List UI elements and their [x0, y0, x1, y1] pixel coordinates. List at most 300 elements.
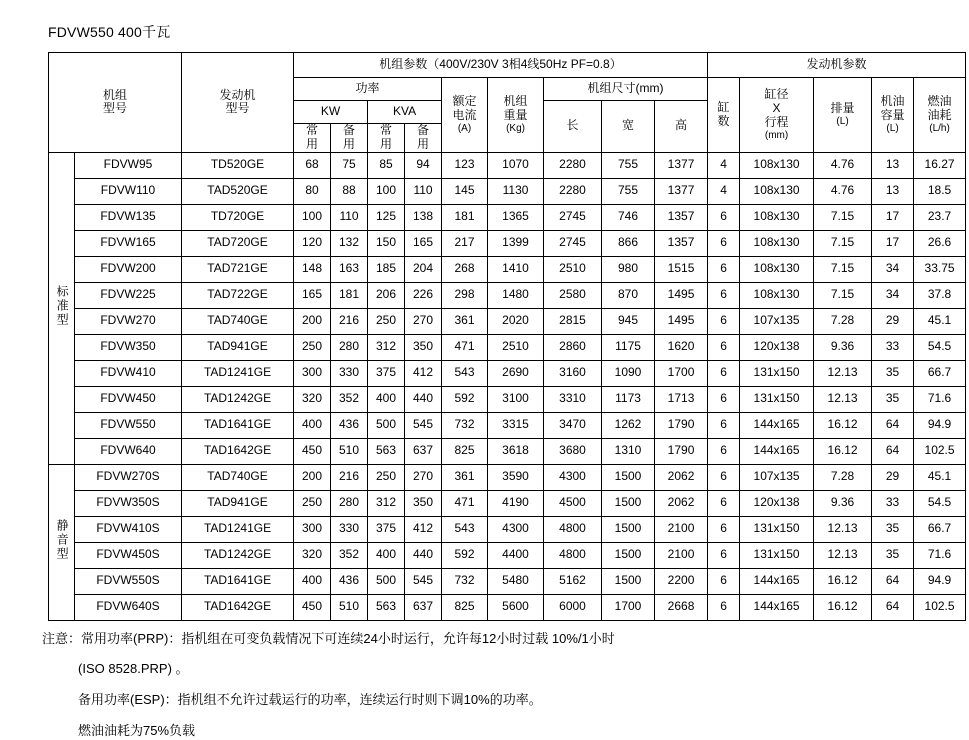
cell-displacement: 12.13 — [814, 516, 872, 542]
cell-kva-prp: 100 — [368, 178, 405, 204]
cell-weight: 5480 — [488, 568, 544, 594]
cell-width: 980 — [602, 256, 655, 282]
header-rated-current — [442, 78, 488, 153]
cell-width: 1500 — [602, 516, 655, 542]
cell-oil-capacity: 17 — [872, 204, 914, 230]
cell-rated-current: 592 — [442, 542, 488, 568]
cell-kw-esp: 280 — [331, 334, 368, 360]
cell-fuel-consumption: 94.9 — [914, 412, 966, 438]
header-cylinders-l1: 缸 — [717, 100, 730, 114]
cell-kw-prp: 320 — [294, 386, 331, 412]
header-weight-l2: 重量 — [503, 108, 528, 123]
cell-kw-prp: 450 — [294, 438, 331, 464]
header-rated-current-unit: (A) — [457, 122, 472, 134]
cell-kva-prp: 312 — [368, 334, 405, 360]
table-row — [49, 542, 966, 568]
cell-kva-esp: 412 — [405, 360, 442, 386]
cell-kva-prp: 400 — [368, 386, 405, 412]
cell-bore-stroke: 107x135 — [740, 464, 814, 490]
cell-genset-model: FDVW165 — [75, 230, 182, 256]
cell-engine-model: TAD1641GE — [182, 568, 294, 594]
cell-kva-esp: 545 — [405, 568, 442, 594]
header-kva-esp — [405, 124, 442, 153]
cell-width: 1500 — [602, 490, 655, 516]
table-row — [49, 516, 966, 542]
cell-kva-esp: 110 — [405, 178, 442, 204]
cell-oil-capacity: 35 — [872, 386, 914, 412]
cell-genset-model: FDVW410 — [75, 360, 182, 386]
cell-engine-model: TAD1242GE — [182, 542, 294, 568]
cell-engine-model: TAD722GE — [182, 282, 294, 308]
cell-displacement: 16.12 — [814, 568, 872, 594]
cell-cylinders: 6 — [708, 308, 740, 334]
cell-rated-current: 268 — [442, 256, 488, 282]
header-kva-esp-l1: 备 — [417, 123, 430, 137]
cell-rated-current: 543 — [442, 360, 488, 386]
cell-cylinders: 6 — [708, 412, 740, 438]
cell-length: 3680 — [544, 438, 602, 464]
cell-bore-stroke: 108x130 — [740, 204, 814, 230]
cell-kw-prp: 300 — [294, 360, 331, 386]
cell-cylinders: 6 — [708, 360, 740, 386]
cell-fuel-consumption: 54.5 — [914, 490, 966, 516]
cell-cylinders: 6 — [708, 542, 740, 568]
cell-height: 2200 — [655, 568, 708, 594]
cell-cylinders: 6 — [708, 464, 740, 490]
cell-bore-stroke: 120x138 — [740, 490, 814, 516]
cell-weight: 1480 — [488, 282, 544, 308]
cell-kw-esp: 110 — [331, 204, 368, 230]
header-bore-l3: 行程 — [764, 114, 789, 129]
cell-kw-esp: 132 — [331, 230, 368, 256]
category-label: 静音型 — [55, 519, 70, 562]
cell-height: 2062 — [655, 490, 708, 516]
cell-cylinders: 6 — [708, 256, 740, 282]
cell-displacement: 16.12 — [814, 438, 872, 464]
header-displacement-label: 排量 — [830, 101, 855, 116]
cell-oil-capacity: 34 — [872, 256, 914, 282]
cell-rated-current: 543 — [442, 516, 488, 542]
cell-genset-model: FDVW640 — [75, 438, 182, 464]
cell-engine-model: TAD1641GE — [182, 412, 294, 438]
cell-rated-current: 825 — [442, 594, 488, 620]
cell-oil-capacity: 13 — [872, 152, 914, 178]
cell-weight: 4400 — [488, 542, 544, 568]
header-kw-prp-l2: 用 — [306, 136, 319, 151]
cell-width: 870 — [602, 282, 655, 308]
cell-kw-esp: 436 — [331, 412, 368, 438]
cell-kva-esp: 637 — [405, 594, 442, 620]
header-genset-params: 机组参数（400V/230V 3相4线50Hz PF=0.8） — [294, 53, 708, 78]
header-rated-current-l2: 电流 — [452, 108, 477, 123]
cell-bore-stroke: 120x138 — [740, 334, 814, 360]
cell-bore-stroke: 131x150 — [740, 360, 814, 386]
cell-width: 755 — [602, 178, 655, 204]
cell-kw-prp: 300 — [294, 516, 331, 542]
cell-oil-capacity: 29 — [872, 464, 914, 490]
cell-fuel-consumption: 45.1 — [914, 308, 966, 334]
note-line-4: 燃油油耗为75%负载 — [78, 723, 196, 739]
cell-width: 1090 — [602, 360, 655, 386]
cell-kw-esp: 75 — [331, 152, 368, 178]
cell-kva-prp: 500 — [368, 412, 405, 438]
cell-height: 1620 — [655, 334, 708, 360]
header-weight-l1: 机组 — [503, 94, 528, 109]
table-row — [49, 152, 966, 178]
cell-oil-capacity: 33 — [872, 490, 914, 516]
cell-genset-model: FDVW270S — [75, 464, 182, 490]
cell-fuel-consumption: 16.27 — [914, 152, 966, 178]
cell-kw-esp: 216 — [331, 308, 368, 334]
header-fuel-unit: (L/h) — [929, 122, 950, 134]
cell-height: 1357 — [655, 204, 708, 230]
cell-genset-model: FDVW550S — [75, 568, 182, 594]
cell-kva-esp: 545 — [405, 412, 442, 438]
cell-height: 1790 — [655, 412, 708, 438]
cell-kva-prp: 206 — [368, 282, 405, 308]
header-cylinders-l2: 数 — [717, 113, 730, 128]
cell-oil-capacity: 64 — [872, 438, 914, 464]
cell-displacement: 7.28 — [814, 464, 872, 490]
category-label: 标准型 — [55, 285, 70, 328]
cell-engine-model: TAD1241GE — [182, 516, 294, 542]
header-power: 功率 — [294, 78, 442, 101]
header-kva-prp-l2: 用 — [380, 136, 393, 151]
cell-length: 4500 — [544, 490, 602, 516]
cell-genset-model: FDVW550 — [75, 412, 182, 438]
cell-displacement: 12.13 — [814, 386, 872, 412]
cell-kva-prp: 563 — [368, 594, 405, 620]
header-engine-model — [182, 53, 294, 153]
header-kva: KVA — [368, 101, 442, 124]
cell-rated-current: 298 — [442, 282, 488, 308]
cell-kw-esp: 216 — [331, 464, 368, 490]
cell-fuel-consumption: 71.6 — [914, 386, 966, 412]
cell-weight: 1399 — [488, 230, 544, 256]
header-fuel-consumption — [914, 78, 966, 153]
cell-kw-prp: 450 — [294, 594, 331, 620]
table-row — [49, 282, 966, 308]
cell-width: 1500 — [602, 464, 655, 490]
cell-rated-current: 592 — [442, 386, 488, 412]
header-kw-esp-l1: 备 — [343, 123, 356, 137]
cell-rated-current: 181 — [442, 204, 488, 230]
cell-genset-model: FDVW225 — [75, 282, 182, 308]
cell-kw-prp: 320 — [294, 542, 331, 568]
cell-height: 1377 — [655, 178, 708, 204]
cell-displacement: 7.15 — [814, 256, 872, 282]
cell-kw-prp: 200 — [294, 464, 331, 490]
cell-kw-prp: 250 — [294, 334, 331, 360]
cell-rated-current: 123 — [442, 152, 488, 178]
header-dimensions: 机组尺寸(mm) — [544, 78, 708, 101]
cell-kva-prp: 312 — [368, 490, 405, 516]
header-oil-capacity — [872, 78, 914, 153]
cell-fuel-consumption: 33.75 — [914, 256, 966, 282]
cell-genset-model: FDVW350S — [75, 490, 182, 516]
cell-kva-prp: 400 — [368, 542, 405, 568]
cell-engine-model: TAD720GE — [182, 230, 294, 256]
category-cell — [49, 464, 75, 620]
cell-width: 755 — [602, 152, 655, 178]
header-bore-stroke — [740, 78, 814, 153]
cell-kw-prp: 400 — [294, 412, 331, 438]
cell-length: 3470 — [544, 412, 602, 438]
cell-kw-esp: 330 — [331, 360, 368, 386]
specifications-table-main — [48, 52, 966, 621]
note-line-2: (ISO 8528.PRP) 。 — [78, 661, 189, 677]
cell-cylinders: 4 — [708, 152, 740, 178]
cell-engine-model: TD720GE — [182, 204, 294, 230]
cell-kw-prp: 148 — [294, 256, 331, 282]
cell-oil-capacity: 33 — [872, 334, 914, 360]
cell-bore-stroke: 131x150 — [740, 516, 814, 542]
cell-kva-esp: 440 — [405, 386, 442, 412]
cell-length: 2745 — [544, 230, 602, 256]
cell-length: 4800 — [544, 516, 602, 542]
cell-kw-prp: 400 — [294, 568, 331, 594]
cell-weight: 3100 — [488, 386, 544, 412]
cell-kva-esp: 94 — [405, 152, 442, 178]
header-cylinders — [708, 78, 740, 153]
cell-displacement: 12.13 — [814, 542, 872, 568]
cell-bore-stroke: 131x150 — [740, 386, 814, 412]
cell-rated-current: 217 — [442, 230, 488, 256]
cell-fuel-consumption: 66.7 — [914, 360, 966, 386]
cell-weight: 3315 — [488, 412, 544, 438]
cell-oil-capacity: 64 — [872, 594, 914, 620]
table-row — [49, 594, 966, 620]
cell-engine-model: TAD1642GE — [182, 594, 294, 620]
cell-height: 2100 — [655, 516, 708, 542]
cell-length: 2860 — [544, 334, 602, 360]
table-row — [49, 438, 966, 464]
table-row — [49, 386, 966, 412]
cell-genset-model: FDVW640S — [75, 594, 182, 620]
cell-bore-stroke: 107x135 — [740, 308, 814, 334]
cell-genset-model: FDVW350 — [75, 334, 182, 360]
cell-fuel-consumption: 94.9 — [914, 568, 966, 594]
cell-weight: 1130 — [488, 178, 544, 204]
cell-kw-esp: 436 — [331, 568, 368, 594]
table-row — [49, 230, 966, 256]
cell-bore-stroke: 108x130 — [740, 230, 814, 256]
cell-weight: 2510 — [488, 334, 544, 360]
cell-height: 2100 — [655, 542, 708, 568]
cell-fuel-consumption: 18.5 — [914, 178, 966, 204]
cell-oil-capacity: 35 — [872, 360, 914, 386]
cell-engine-model: TAD721GE — [182, 256, 294, 282]
table-row — [49, 204, 966, 230]
cell-bore-stroke: 144x165 — [740, 412, 814, 438]
cell-fuel-consumption: 54.5 — [914, 334, 966, 360]
cell-height: 1515 — [655, 256, 708, 282]
cell-kw-prp: 200 — [294, 308, 331, 334]
cell-engine-model: TAD740GE — [182, 464, 294, 490]
category-cell — [49, 152, 75, 464]
header-bore-unit: (mm) — [764, 129, 789, 141]
cell-rated-current: 361 — [442, 464, 488, 490]
cell-engine-model: TAD941GE — [182, 490, 294, 516]
table-row — [49, 334, 966, 360]
cell-kva-prp: 563 — [368, 438, 405, 464]
cell-height: 1790 — [655, 438, 708, 464]
cell-displacement: 16.12 — [814, 594, 872, 620]
note-line-1: 注意：常用功率(PRP)：指机组在可变负载情况下可连续24小时运行，允许每12小时过载 10%/1小时 — [42, 630, 615, 646]
cell-kw-esp: 163 — [331, 256, 368, 282]
cell-kw-prp: 68 — [294, 152, 331, 178]
header-genset-model — [49, 53, 182, 153]
header-height: 高 — [655, 101, 708, 153]
cell-kw-prp: 165 — [294, 282, 331, 308]
cell-cylinders: 6 — [708, 438, 740, 464]
header-fuel-l2: 油耗 — [927, 108, 952, 123]
page-title: FDVW550 400千瓦 — [48, 24, 171, 40]
cell-kva-prp: 125 — [368, 204, 405, 230]
table-row — [49, 490, 966, 516]
cell-length: 3310 — [544, 386, 602, 412]
table-row — [49, 412, 966, 438]
cell-bore-stroke: 108x130 — [740, 152, 814, 178]
cell-oil-capacity: 64 — [872, 412, 914, 438]
table-row — [49, 360, 966, 386]
cell-width: 1700 — [602, 594, 655, 620]
cell-length: 2280 — [544, 178, 602, 204]
cell-width: 1173 — [602, 386, 655, 412]
cell-kva-prp: 500 — [368, 568, 405, 594]
cell-fuel-consumption: 66.7 — [914, 516, 966, 542]
cell-kva-esp: 350 — [405, 490, 442, 516]
cell-displacement: 7.28 — [814, 308, 872, 334]
cell-length: 2815 — [544, 308, 602, 334]
cell-genset-model: FDVW450 — [75, 386, 182, 412]
cell-displacement: 9.36 — [814, 490, 872, 516]
cell-fuel-consumption: 23.7 — [914, 204, 966, 230]
cell-width: 1262 — [602, 412, 655, 438]
cell-height: 1495 — [655, 308, 708, 334]
cell-genset-model: FDVW110 — [75, 178, 182, 204]
cell-engine-model: TAD520GE — [182, 178, 294, 204]
cell-weight: 3618 — [488, 438, 544, 464]
cell-kva-esp: 637 — [405, 438, 442, 464]
cell-width: 1500 — [602, 542, 655, 568]
cell-kva-prp: 250 — [368, 464, 405, 490]
header-displacement — [814, 78, 872, 153]
cell-width: 1175 — [602, 334, 655, 360]
cell-height: 1377 — [655, 152, 708, 178]
cell-width: 866 — [602, 230, 655, 256]
cell-weight: 5600 — [488, 594, 544, 620]
notes-block — [42, 631, 969, 740]
cell-weight: 1070 — [488, 152, 544, 178]
cell-length: 4300 — [544, 464, 602, 490]
cell-kw-esp: 352 — [331, 386, 368, 412]
cell-kva-prp: 375 — [368, 360, 405, 386]
cell-rated-current: 732 — [442, 568, 488, 594]
cell-kw-esp: 88 — [331, 178, 368, 204]
cell-bore-stroke: 108x130 — [740, 256, 814, 282]
cell-weight: 4190 — [488, 490, 544, 516]
cell-kva-esp: 226 — [405, 282, 442, 308]
cell-kva-esp: 204 — [405, 256, 442, 282]
note-line-3: 备用功率(ESP)：指机组不允许过载运行的功率，连续运行时则下调10%的功率。 — [78, 692, 542, 708]
header-weight — [488, 78, 544, 153]
cell-cylinders: 6 — [708, 490, 740, 516]
header-width: 宽 — [602, 101, 655, 153]
cell-kw-prp: 100 — [294, 204, 331, 230]
cell-kva-esp: 165 — [405, 230, 442, 256]
cell-cylinders: 6 — [708, 282, 740, 308]
cell-length: 2280 — [544, 152, 602, 178]
cell-engine-model: TAD1241GE — [182, 360, 294, 386]
cell-displacement: 12.13 — [814, 360, 872, 386]
cell-fuel-consumption: 45.1 — [914, 464, 966, 490]
header-engine-model-line2: 型号 — [225, 101, 250, 116]
header-engine-model-line1: 发动机 — [219, 87, 256, 102]
cell-genset-model: FDVW270 — [75, 308, 182, 334]
cell-bore-stroke: 108x130 — [740, 282, 814, 308]
cell-kw-esp: 330 — [331, 516, 368, 542]
cell-kw-prp: 80 — [294, 178, 331, 204]
header-displacement-unit: (L) — [836, 115, 849, 127]
header-kw-prp-l1: 常 — [306, 123, 319, 137]
cell-height: 1495 — [655, 282, 708, 308]
cell-height: 2668 — [655, 594, 708, 620]
header-fuel-l1: 燃油 — [927, 94, 952, 109]
cell-height: 1713 — [655, 386, 708, 412]
cell-engine-model: TAD740GE — [182, 308, 294, 334]
cell-bore-stroke: 108x130 — [740, 178, 814, 204]
cell-engine-model: TAD1642GE — [182, 438, 294, 464]
cell-height: 2062 — [655, 464, 708, 490]
cell-kw-esp: 280 — [331, 490, 368, 516]
cell-bore-stroke: 144x165 — [740, 438, 814, 464]
cell-genset-model: FDVW410S — [75, 516, 182, 542]
cell-rated-current: 825 — [442, 438, 488, 464]
cell-genset-model: FDVW200 — [75, 256, 182, 282]
cell-rated-current: 145 — [442, 178, 488, 204]
header-bore-l1: 缸径 — [764, 87, 789, 102]
cell-engine-model: TAD941GE — [182, 334, 294, 360]
cell-displacement: 9.36 — [814, 334, 872, 360]
cell-rated-current: 732 — [442, 412, 488, 438]
table-row — [49, 256, 966, 282]
cell-length: 2580 — [544, 282, 602, 308]
cell-kva-esp: 440 — [405, 542, 442, 568]
cell-kw-esp: 352 — [331, 542, 368, 568]
cell-kw-esp: 510 — [331, 594, 368, 620]
cell-oil-capacity: 29 — [872, 308, 914, 334]
cell-kva-prp: 250 — [368, 308, 405, 334]
cell-cylinders: 6 — [708, 230, 740, 256]
cell-cylinders: 6 — [708, 386, 740, 412]
cell-weight: 3590 — [488, 464, 544, 490]
cell-fuel-consumption: 71.6 — [914, 542, 966, 568]
cell-rated-current: 361 — [442, 308, 488, 334]
cell-width: 1310 — [602, 438, 655, 464]
cell-displacement: 4.76 — [814, 152, 872, 178]
cell-kw-prp: 250 — [294, 490, 331, 516]
cell-length: 6000 — [544, 594, 602, 620]
cell-fuel-consumption: 102.5 — [914, 438, 966, 464]
cell-fuel-consumption: 37.8 — [914, 282, 966, 308]
cell-cylinders: 4 — [708, 178, 740, 204]
header-kva-prp — [368, 124, 405, 153]
header-genset-model-line1: 机组 — [103, 87, 128, 102]
header-genset-model-line2: 型号 — [103, 101, 128, 116]
cell-displacement: 7.15 — [814, 204, 872, 230]
cell-length: 2510 — [544, 256, 602, 282]
